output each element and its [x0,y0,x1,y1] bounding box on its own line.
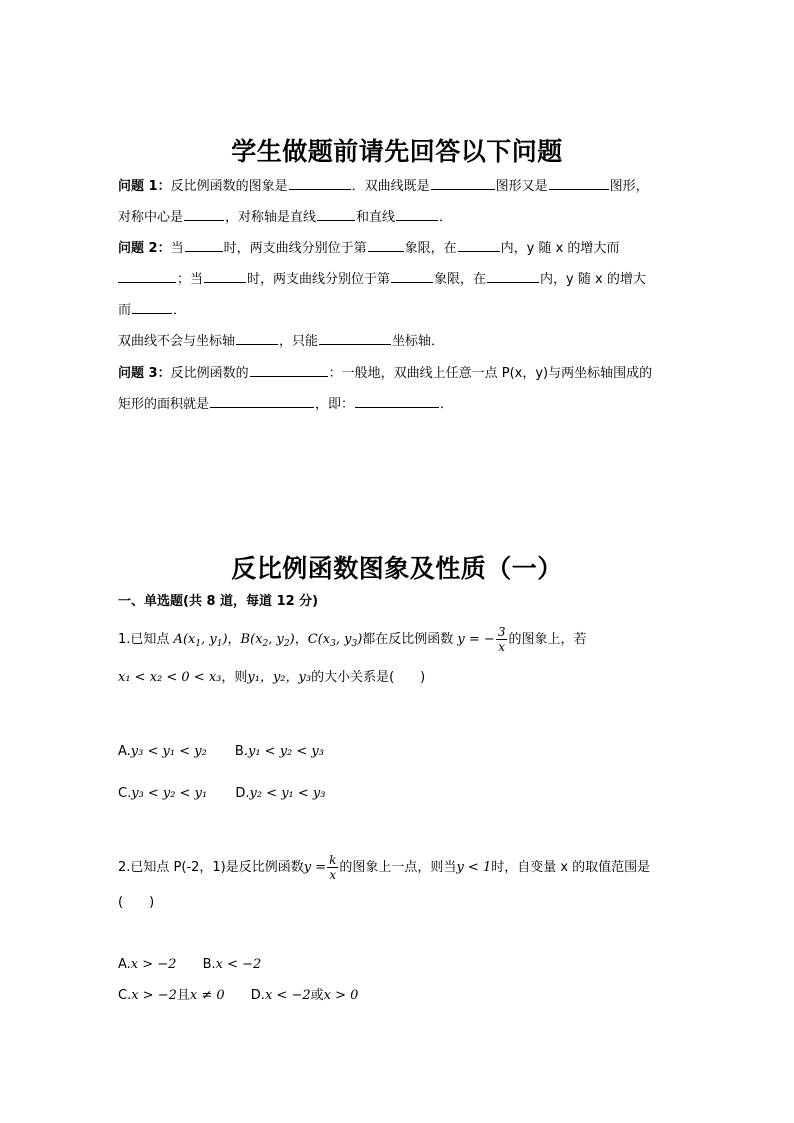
answer-blank[interactable] [250,363,328,377]
text: 都在反比例函数 [362,632,454,647]
problem-1-options-row-2 [118,784,678,804]
question-2-line-2 [118,269,678,290]
text: 而 [118,303,132,318]
option-d[interactable]: D.x < −2或x > 0 [250,988,359,1003]
point-b: $B(x_2$, $y_2$) [240,632,295,649]
text: 矩形的面积就是 [118,397,210,412]
option-a[interactable]: A.x > −2 [118,957,177,972]
option-d[interactable]: D.y₂ < y₁ < y₃ [235,786,326,801]
text: 时，自变量 x 的取值范围是 [491,860,651,875]
question-3-label: 问题 3： [118,366,171,381]
text: 图形又是 [495,179,548,194]
section-heading: 一、单选题(共 8 道，每道 12 分) [118,594,319,609]
answer-blank[interactable] [132,300,172,314]
text: 和直线 [356,210,396,225]
option-c[interactable]: C.y₃ < y₂ < y₁ [118,786,208,801]
text: 象限，在 [404,241,457,256]
question-2-label: 问题 2： [118,241,171,256]
problem-1-line-1: 1.已知点 $A(x_1$, $y_1$)，$B(x_2$, $y_2$)，$C(x_3$, $y_3$)都在反比例函数 y = − $\frac{3}{x}$ 的图象上，若 [118,625,587,654]
question-3-line-1 [118,363,678,384]
answer-blank[interactable] [487,269,539,283]
text: 的大小关系是( ) [311,670,426,685]
text: 内，y 随 x 的增大而 [500,241,620,256]
answer-blank[interactable] [236,331,278,345]
text: ；当 [177,272,204,287]
option-c[interactable]: C.x > −2且x ≠ 0 [118,988,225,1003]
fraction: $\frac{k}{x}$ [329,853,337,882]
function-lhs: y = [303,860,327,875]
page-title: 学生做题前请先回答以下问题 [231,137,563,166]
function-lhs: y = − [457,632,495,647]
question-1-line-1 [118,176,678,197]
answer-blank[interactable] [204,269,246,283]
text: 时，两支曲线分别位于第 [247,272,391,287]
question-3-line-2 [118,394,678,415]
problem-2-line-1 [118,853,678,882]
option-a[interactable]: A.y₃ < y₁ < y₂ [118,744,207,759]
condition: y < 1 [456,860,492,875]
text: ，对称轴是直线 [225,210,317,225]
answer-blank[interactable] [396,207,438,221]
answer-blank[interactable] [549,176,609,190]
question-1-label: 问题 1： [118,179,171,194]
answer-blank[interactable] [391,269,433,283]
option-b[interactable]: B.x < −2 [202,957,262,972]
text: 当 [170,241,184,256]
problem-2-options-row-2 [118,986,678,1006]
text: 的图象上一点，则当 [339,860,457,875]
point-a: $A(x_1$, $y_1$) [173,632,228,649]
text: ：一般地，双曲线上任意一点 P(x，y)与两坐标轴围成的 [328,366,653,381]
text: ，只能 [279,334,319,349]
problem-1-line-2 [118,668,678,688]
text: ，则 [221,670,248,685]
answer-blank[interactable] [210,394,314,408]
problem-2-options-row-1 [118,955,678,975]
answer-blank[interactable] [184,207,224,221]
text: ． [173,303,187,318]
answer-blank[interactable] [317,207,355,221]
fraction: $\frac{3}{x}$ [497,625,506,654]
text: 反比例函数的 [170,366,249,381]
answer-blank[interactable] [319,331,391,345]
question-1-line-2 [118,207,678,228]
text: 图形， [609,179,649,194]
text: ．双曲线既是 [351,179,430,194]
option-b[interactable]: B.y₁ < y₂ < y₃ [234,744,324,759]
text: 内，y 随 x 的增大 [540,272,646,287]
text: 时，两支曲线分别位于第 [223,241,367,256]
problem-1-options-row-1 [118,742,678,762]
text: 对称中心是 [118,210,184,225]
answer-blank[interactable] [185,238,223,252]
answer-blank[interactable] [118,269,176,283]
text: 双曲线不会与坐标轴 [118,334,236,349]
problem-2-line-2: ( ) [118,895,155,910]
answer-blank[interactable] [458,238,500,252]
text: 象限，在 [434,272,487,287]
text: ，即： [315,397,355,412]
variables: y₁，y₂，y₃ [247,670,312,685]
text: ． [440,397,454,412]
text: 反比例函数的图象是 [170,179,288,194]
question-2-line-1 [118,238,678,259]
text: 坐标轴． [392,334,445,349]
answer-blank[interactable] [289,176,351,190]
text: ． [439,210,453,225]
question-2-line-3 [118,300,678,321]
condition: x₁ < x₂ < 0 < x₃ [118,670,222,685]
text: 2.已知点 P(-2，1)是反比例函数 [118,860,304,875]
answer-blank[interactable] [431,176,495,190]
answer-blank[interactable] [368,238,404,252]
point-c: $C(x_3$, $y_3$) [307,632,363,649]
text: 1.已知点 [118,632,170,647]
text: 的图象上，若 [508,632,587,647]
answer-blank[interactable] [355,394,439,408]
section-title: 反比例函数图象及性质（一） [231,554,563,583]
question-2-line-4 [118,331,678,352]
